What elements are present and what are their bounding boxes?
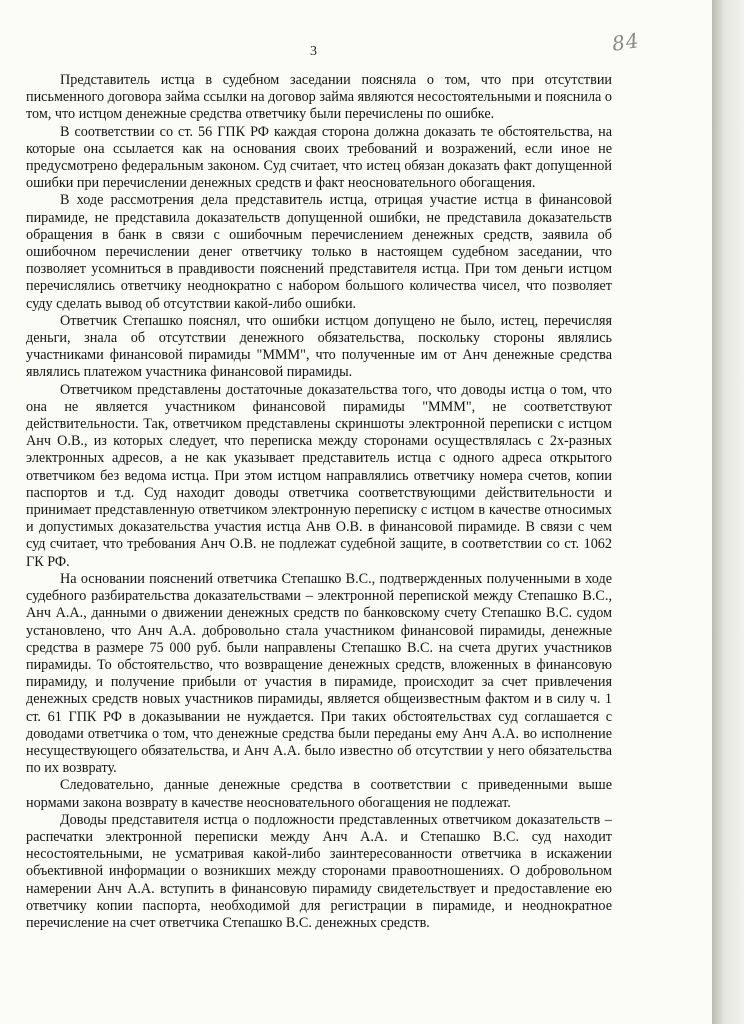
page-edge-shadow bbox=[712, 0, 744, 1024]
paragraph-8: Доводы представителя истца о подложности представленных ответчиком доказательств – распечатки электронной переписки между Анч А.А. и Степашко В.С. суд находит несостоятельными, не усматривая какой-либо заинтересованности ответчика в искажении объективной информации о возникших между сторонами правоотношениях. О добровольном намерении Анч А.А. вступить в финансовую пирамиду свидетельствует и предоставление ею ответчику копии паспорта, необходимой для регистрации в пирамиде, и неоднократное перечисление на счет ответчика Степашко В.С. денежных средств. bbox=[26, 811, 612, 931]
paragraph-6: На основании пояснений ответчика Степашко В.С., подтвержденных полученными в ходе судебного разбирательства доказательствами – электронной перепиской между Степашко В.С., Анч А.А., данными о движении денежных средств по банковскому счету Степашко В.С. судом установлено, что Анч А.А. добровольно стала участником финансовой пирамиды, денежные средства в размере 75 000 руб. были направлены Степашко В.С. на счета других участников пирамиды. То обстоятельство, что возвращение денежных средств, вложенных в финансовую пирамиду, и получение прибыли от участия в пирамиде, происходит за счет привлечения денежных средств новых участников пирамиды, является общеизвестным фактом и в силу ч. 1 ст. 61 ГПК РФ в доказывании не нуждается. При таких обстоятельствах суд соглашается с доводами ответчика о том, что денежные средства были переданы ему Анч А.А. во исполнение несуществующего обязательства, и Анч А.А. было известно об отсутствии у него обязательства по их возврату. bbox=[26, 570, 612, 777]
document-body bbox=[26, 72, 612, 932]
paragraph-4: Ответчик Степашко пояснял, что ошибки истцом допущено не было, истец, перечисляя деньги, знала об отсутствии денежного обязательства, поскольку стороны являлись участниками финансовой пирамиды "МММ", что полученные им от Анч денежные средства являлись платежом участника финансовой пирамиды. bbox=[26, 312, 612, 381]
page-number: 3 bbox=[310, 44, 317, 59]
handwritten-sheet-number: 84 bbox=[610, 28, 641, 56]
paragraph-2: В соответствии со ст. 56 ГПК РФ каждая сторона должна доказать те обстоятельства, на которые она ссылается как на основания своих требований и возражений, если иное не предусмотрено федеральным законом. Суд считает, что истец обязан доказать факт допущенной ошибки при перечислении денежных средств и факт неосновательного обогащения. bbox=[26, 123, 612, 192]
paragraph-7: Следовательно, данные денежные средства в соответствии с приведенными выше нормами закона возврату в качестве неосновательного обогащения не подлежат. bbox=[26, 777, 612, 811]
paragraph-1: Представитель истца в судебном заседании поясняла о том, что при отсутствии письменного договора займа ссылки на договор займа являются несостоятельными и пояснила о том, что истцом денежные средства ответчику были перечислены по ошибке. bbox=[26, 72, 612, 123]
paragraph-5: Ответчиком представлены достаточные доказательства того, что доводы истца о том, что она не является участником финансовой пирамиды "МММ", не соответствуют действительности. Так, ответчиком представлены скриншоты электронной переписки с истцом Анч О.В., из которых следует, что переписка между сторонами осуществлялась с 2х-разных электронных адресов, а не как указывает представитель истца с одного адреса открытого ответчиком без ведома истца. При этом истцом направлялись ответчику номера счетов, копии паспортов и т.д. Суд находит доводы ответчика соответствующими действительности и принимает представленную ответчиком электронную переписку с истцом в качестве относимых и допустимых доказательства участия истца Анв О.В. в финансовой пирамиде. В связи с чем суд считает, что требования Анч О.В. не подлежат судебной защите, в соответствии со ст. 1062 ГК РФ. bbox=[26, 381, 612, 570]
paragraph-3: В ходе рассмотрения дела представитель истца, отрицая участие истца в финансовой пирамиде, не представила доказательств допущенной ошибки, не представила доказательств обращения в банк в связи с ошибочным перечислением денежных средств, заявила об ошибочном перечислении денег ответчику только в настоящем судебном заседании, что позволяет усомниться в правдивости пояснений представителя истца. При том деньги истцом перечислялись ответчику неоднократно с набором большого количества чисел, что позволяет суду сделать вывод об отсутствии какой-либо ошибки. bbox=[26, 192, 612, 312]
